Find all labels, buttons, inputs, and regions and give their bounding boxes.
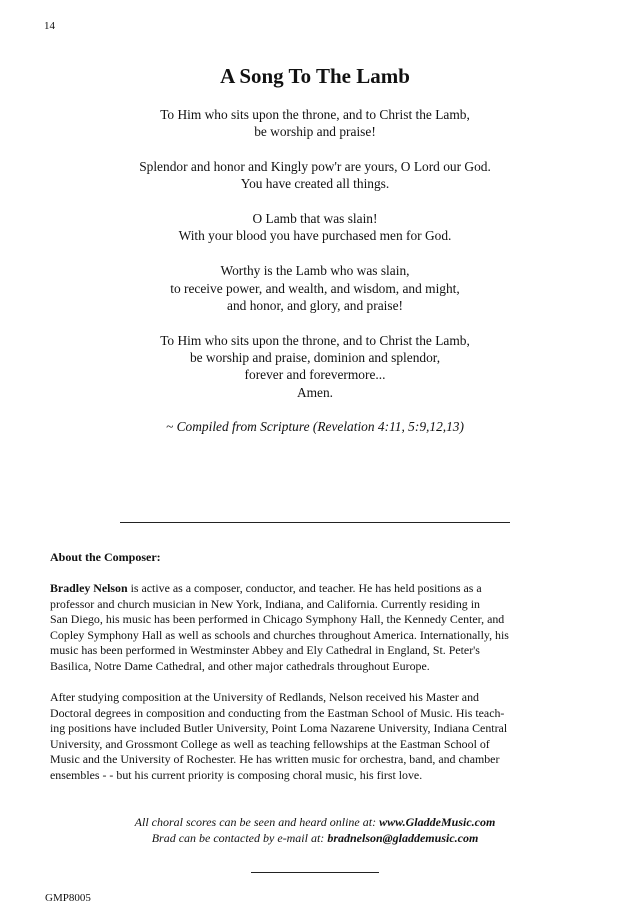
bio-line: ing positions have included Butler University, Point Loma Nazarene University, Indiana Central xyxy=(50,721,508,736)
composer-name: Bradley Nelson xyxy=(50,581,128,595)
bio-line: University, and Grossmont College as well as teaching fellowships at the Eastman School of xyxy=(50,736,490,751)
lyric-line: With your blood you have purchased men for God. xyxy=(178,228,452,244)
bio-line: Copley Symphony Hall as well as schools and churches throughout America. Internationally, his xyxy=(50,627,509,642)
lyric-line: Splendor and honor and Kingly pow'r are yours, O Lord our God. xyxy=(139,159,491,175)
bio-line: music has been performed in Westminster Abbey and Ely Cathedral in England, St. Peter's xyxy=(50,643,480,658)
song-title: A Song To The Lamb xyxy=(220,64,410,88)
contact-info xyxy=(0,814,630,846)
bio-line: professor and church musician in New York, Indiana, and California. Currently residing in xyxy=(50,596,480,611)
bio-line: ensembles - - but his current priority is composing choral music, his first love. xyxy=(50,767,423,782)
scripture-attribution: ~ Compiled from Scripture (Revelation 4:11, 5:9,12,13) xyxy=(166,419,464,435)
lyric-line: be worship and praise, dominion and splendor, xyxy=(189,349,441,365)
bio-line: After studying composition at the University of Redlands, Nelson received his Master and xyxy=(50,690,479,704)
composer-bio-paragraph-1 xyxy=(50,581,590,675)
page-number: 14 xyxy=(44,20,55,32)
lyrics-stanza xyxy=(0,158,630,193)
bio-line: is active as a composer, conductor, and teacher. He has held positions as a xyxy=(127,581,482,595)
footer-divider xyxy=(251,872,379,873)
lyric-line: be worship and praise! xyxy=(254,124,376,140)
lyrics-stanza xyxy=(0,262,630,314)
section-divider xyxy=(120,522,510,523)
lyric-line: O Lamb that was slain! xyxy=(252,211,378,227)
lyric-line: You have created all things. xyxy=(240,176,390,192)
bio-line: San Diego, his music has been performed in Chicago Symphony Hall, the Kennedy Center, and xyxy=(50,612,505,627)
bio-line: Music and the University of Rochester. He has written music for orchestra, band, and chamber xyxy=(50,752,500,767)
lyric-line: Worthy is the Lamb who was slain, xyxy=(220,263,410,279)
composer-bio-paragraph-2 xyxy=(50,690,590,784)
lyrics-stanza xyxy=(0,106,630,141)
lyrics xyxy=(0,106,630,436)
lyric-line: Amen. xyxy=(296,384,334,400)
catalog-number: GMP8005 xyxy=(45,892,91,904)
email-link[interactable]: bradnelson@gladdemusic.com xyxy=(327,831,479,845)
lyric-line: To Him who sits upon the throne, and to Christ the Lamb, xyxy=(160,332,470,348)
email-label: Brad can be contacted by e-mail at: xyxy=(151,831,328,845)
bio-line: Basilica, Notre Dame Cathedral, and other major cathedrals throughout Europe. xyxy=(50,658,430,673)
lyrics-stanza xyxy=(0,332,630,401)
lyrics-stanza xyxy=(0,210,630,245)
about-composer-heading: About the Composer: xyxy=(50,550,161,564)
lyric-line: forever and forevermore... xyxy=(244,367,386,383)
bio-line: Doctoral degrees in composition and conducting from the Eastman School of Music. His teach- xyxy=(50,705,505,720)
lyric-line: to receive power, and wealth, and wisdom, and might, xyxy=(170,280,460,296)
lyric-line: and honor, and glory, and praise! xyxy=(227,297,403,313)
scores-label: All choral scores can be seen and heard online at: xyxy=(134,815,380,829)
website-link[interactable]: www.GladdeMusic.com xyxy=(379,815,496,829)
lyric-line: To Him who sits upon the throne, and to Christ the Lamb, xyxy=(160,107,470,122)
